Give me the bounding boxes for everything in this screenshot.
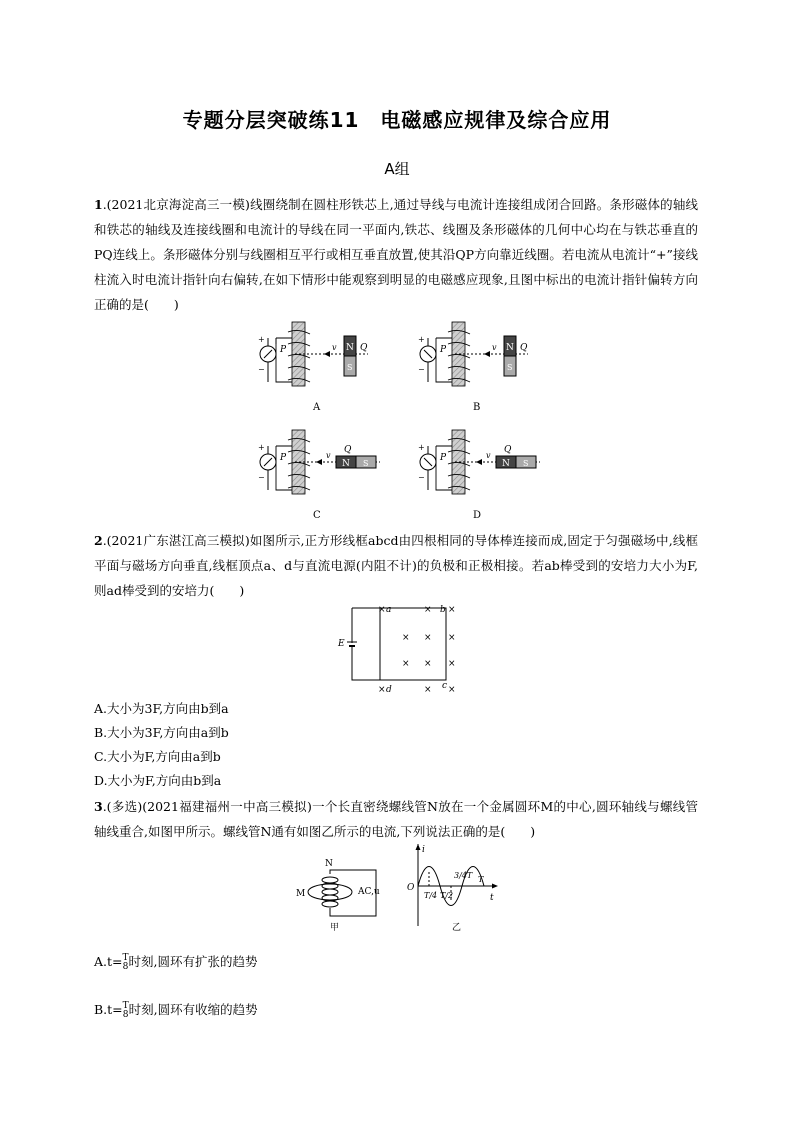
svg-text:M: M	[296, 889, 306, 899]
q2-option-a: A.大小为3F,方向由b到a	[94, 701, 229, 716]
svg-text:S: S	[523, 459, 529, 468]
q2-option-d: D.大小为F,方向由b到a	[94, 773, 222, 788]
svg-text:v: v	[486, 451, 491, 460]
q2-option-c: C.大小为F,方向由a到b	[94, 749, 221, 764]
svg-text:×: ×	[424, 605, 432, 615]
svg-text:i: i	[422, 845, 425, 855]
svg-text:N: N	[325, 859, 333, 869]
q3-option-b: B.t= T 8 时刻,圆环有收缩的趋势	[94, 1000, 258, 1020]
panel-d	[418, 430, 540, 518]
svg-text:−: −	[258, 365, 265, 374]
option-label-c: C	[313, 510, 321, 518]
svg-text:甲: 甲	[330, 923, 340, 932]
svg-text:×: ×	[424, 633, 432, 643]
square-frame	[380, 608, 446, 680]
question-1-figure	[240, 318, 560, 518]
panel-c	[258, 430, 380, 518]
panel-a	[258, 322, 368, 413]
svg-text:P: P	[280, 453, 287, 463]
svg-text:v: v	[332, 343, 337, 352]
svg-text:v: v	[492, 343, 497, 352]
svg-text:b: b	[440, 605, 446, 615]
question-1-text: .(2021北京海淀高三一模)线圈绕制在圆柱形铁芯上,通过导线与电流计连接组成闭合回路。条形磁体的轴线和铁芯的轴线及连接线圈和电流计的导线在同一平面内,铁芯、线圈及条形磁体的几何中心均在与铁芯垂直的PQ连线上。条形磁体分别与线圈相互平行或相互垂直放置,使其沿QP方向靠近线圈。若电流从电流计“+”接线柱流入时电流计指针向右偏转,在如下情形中能观察到明显的电磁感应现象,且图中标出的电流计指针偏转方向正确的是( )	[94, 197, 698, 312]
svg-text:O: O	[407, 883, 415, 893]
svg-text:d: d	[386, 685, 392, 695]
svg-text:v: v	[326, 451, 331, 460]
svg-text:Q: Q	[344, 445, 352, 455]
panel-b	[418, 322, 528, 413]
svg-text:Q: Q	[520, 343, 528, 353]
svg-text:Q: Q	[360, 343, 368, 353]
question-3-figure-yi	[400, 840, 510, 932]
svg-text:+: +	[418, 443, 425, 452]
question-3-text: .(多选)(2021福建福州一中高三模拟)一个长直密绕螺线管N放在一个金属圆环M的中心,圆环轴线与螺线管轴线重合,如图甲所示。螺线管N通有如图乙所示的电流,下列说法正确的是( )	[94, 799, 698, 839]
question-2-number: 2	[94, 533, 103, 548]
svg-text:+: +	[258, 443, 265, 452]
svg-text:T: T	[478, 875, 484, 884]
svg-text:3/4T: 3/4T	[454, 871, 473, 880]
svg-text:×: ×	[448, 633, 456, 643]
question-3-number: 3	[94, 799, 103, 814]
svg-text:Q: Q	[504, 445, 512, 455]
svg-text:P: P	[440, 453, 447, 463]
svg-text:×: ×	[424, 685, 432, 695]
question-3-figure-jia	[294, 852, 394, 932]
page-title: 专题分层突破练11 电磁感应规律及综合应用	[182, 108, 612, 132]
svg-text:S: S	[347, 363, 353, 372]
svg-text:+: +	[418, 335, 425, 344]
option-label-a: A	[313, 402, 321, 413]
svg-text:×: ×	[448, 685, 456, 695]
svg-text:×: ×	[402, 659, 410, 669]
svg-text:T/4: T/4	[424, 891, 438, 900]
svg-text:×: ×	[424, 659, 432, 669]
svg-text:N: N	[502, 459, 510, 469]
svg-text:AC,u: AC,u	[358, 887, 380, 897]
svg-text:N: N	[346, 343, 354, 353]
question-2	[94, 528, 698, 603]
battery-label: E	[338, 639, 345, 649]
option-label-d: D	[473, 510, 482, 518]
svg-text:×: ×	[402, 633, 410, 643]
svg-text:+: +	[258, 335, 265, 344]
svg-text:−: −	[418, 365, 425, 374]
svg-text:a: a	[386, 605, 392, 615]
option-label-b: B	[473, 402, 481, 413]
svg-text:N: N	[342, 459, 350, 469]
svg-text:×: ×	[448, 659, 456, 669]
question-1-number: 1	[94, 197, 103, 212]
question-2-text: .(2021广东湛江高三模拟)如图所示,正方形线框abcd由四根相同的导体棒连接而成,固定于匀强磁场中,线框平面与磁场方向垂直,线框顶点a、d与直流电源(内阻不计)的负极和正极相接。若ab棒受到的安培力大小为F,则ad棒受到的安培力( )	[94, 533, 698, 598]
question-2-figure	[336, 600, 466, 696]
svg-text:T/2: T/2	[440, 891, 454, 900]
svg-text:P: P	[440, 345, 447, 355]
question-3	[94, 794, 698, 844]
question-1	[94, 192, 698, 317]
svg-text:−: −	[258, 473, 265, 482]
svg-text:×: ×	[378, 685, 386, 695]
svg-text:c: c	[442, 681, 448, 691]
svg-text:N: N	[506, 343, 514, 353]
svg-text:P: P	[280, 345, 287, 355]
q2-option-b: B.大小为3F,方向由a到b	[94, 725, 229, 740]
svg-text:×: ×	[378, 605, 386, 615]
svg-text:t: t	[490, 893, 494, 903]
svg-text:乙: 乙	[452, 923, 462, 932]
svg-text:S: S	[363, 459, 369, 468]
group-title: A组	[384, 160, 410, 178]
svg-text:×: ×	[448, 605, 456, 615]
svg-text:−: −	[418, 473, 425, 482]
q3-option-a: A.t= T 8 时刻,圆环有扩张的趋势	[94, 952, 258, 972]
svg-text:S: S	[507, 363, 513, 372]
